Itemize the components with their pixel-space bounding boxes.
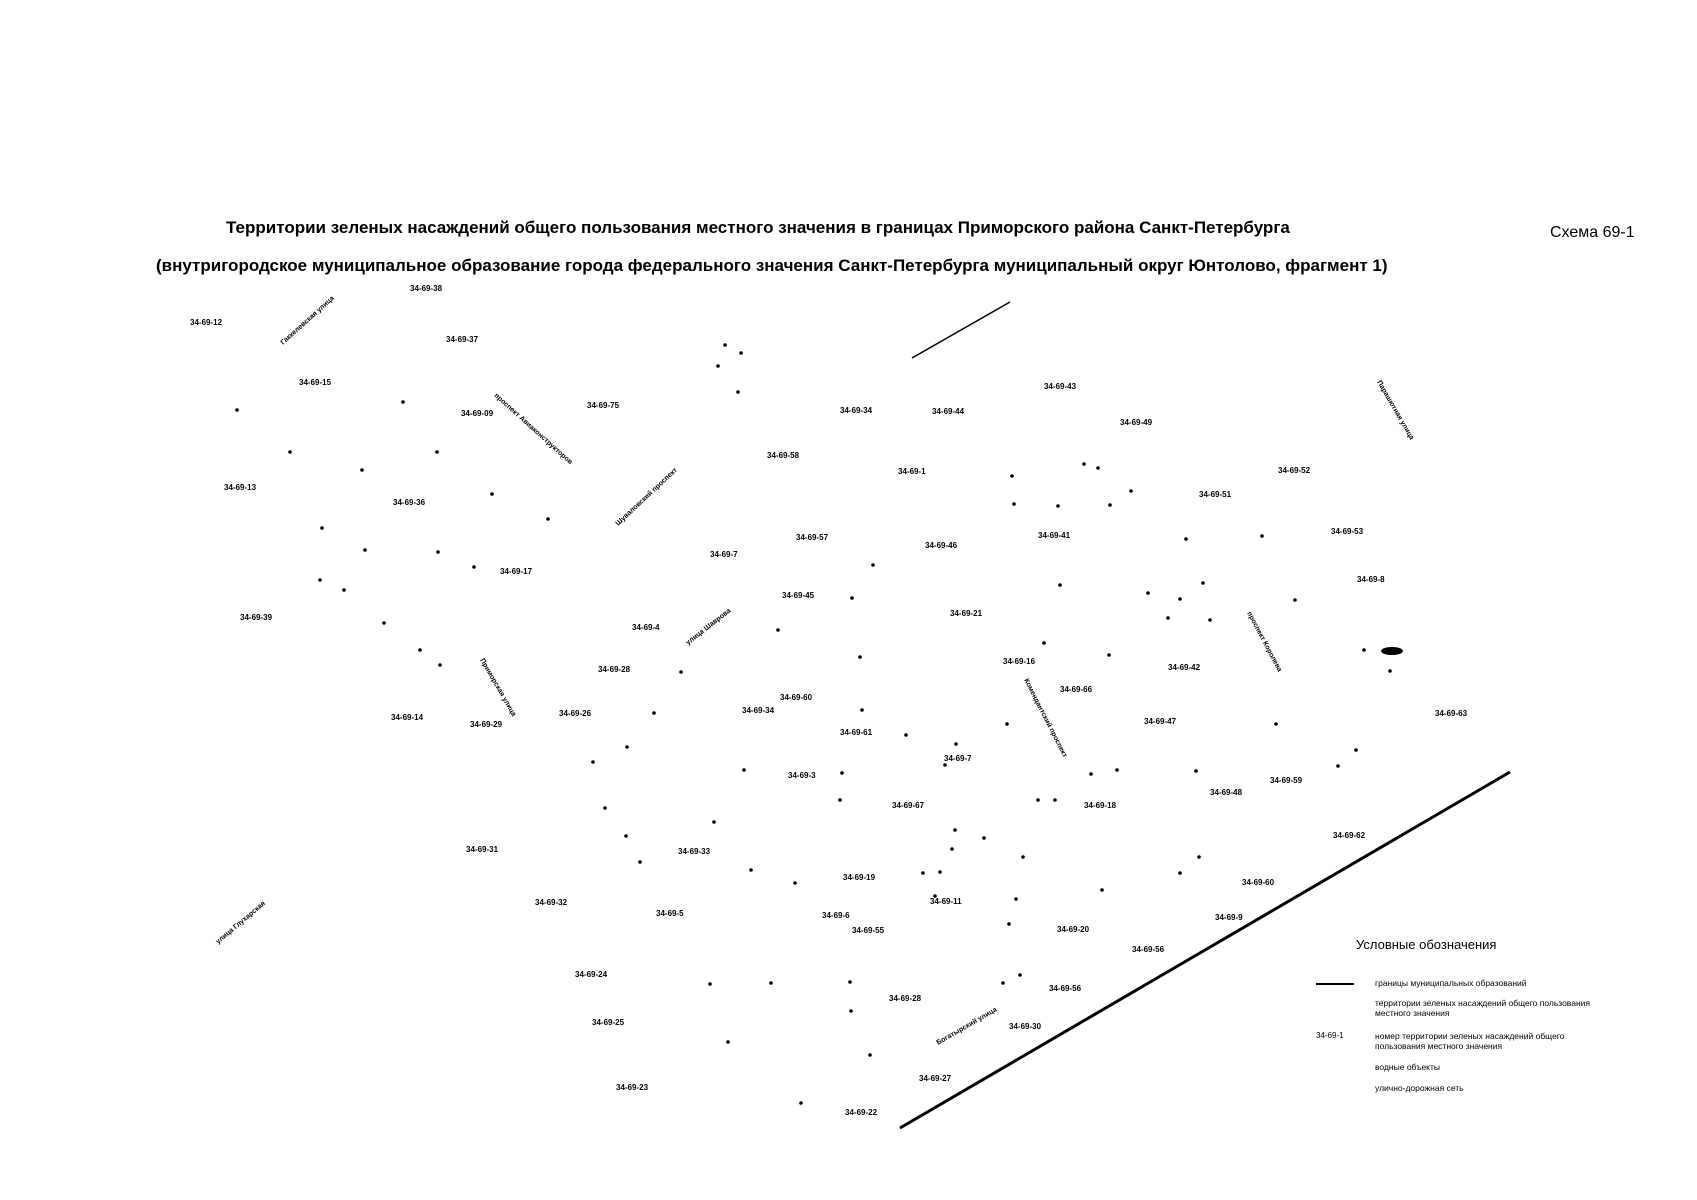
green-territory-marker	[1129, 489, 1133, 493]
territory-number-label: 34-69-34	[742, 706, 775, 715]
green-territory-marker	[868, 1053, 872, 1057]
territory-number-label: 34-69-23	[616, 1083, 649, 1092]
green-territory-marker	[1201, 581, 1205, 585]
legend-item-text: номер территории зеленых насаждений общего пользования местного значения	[1375, 1031, 1565, 1051]
territory-number-label: 34-69-20	[1057, 925, 1090, 934]
green-territory-marker	[1197, 855, 1201, 859]
territory-number-label: 34-69-30	[1009, 1022, 1042, 1031]
green-territory-marker	[436, 550, 440, 554]
green-territory-marker	[849, 1009, 853, 1013]
territory-number-label: 34-69-36	[393, 498, 426, 507]
water-body	[1381, 647, 1403, 655]
green-territory-marker	[799, 1101, 803, 1105]
green-territory-marker	[1388, 669, 1392, 673]
territory-number-label: 34-69-51	[1199, 490, 1232, 499]
territory-number-label: 34-69-3	[788, 771, 816, 780]
green-territory-marker	[1058, 583, 1062, 587]
territory-number-label: 34-69-48	[1210, 788, 1243, 797]
territory-number-label: 34-69-17	[500, 567, 533, 576]
green-territory-marker	[723, 343, 727, 347]
green-territory-marker	[472, 565, 476, 569]
green-territory-marker	[235, 408, 239, 412]
street-name-label: проспект Авиаконструкторов	[492, 392, 574, 467]
green-territory-marker	[1007, 922, 1011, 926]
territory-number-label: 34-69-63	[1435, 709, 1468, 718]
green-territory-marker	[858, 655, 862, 659]
territory-number-label: 34-69-12	[190, 318, 223, 327]
territory-number-label: 34-69-7	[944, 754, 972, 763]
territory-number-label: 34-69-52	[1278, 466, 1311, 475]
territory-number-label: 34-69-29	[470, 720, 503, 729]
green-territory-marker	[625, 745, 629, 749]
street-name-label: Комендантский проспект	[1022, 677, 1069, 759]
territory-number-label: 34-69-5	[656, 909, 684, 918]
green-territory-marker	[838, 798, 842, 802]
green-territory-marker	[904, 733, 908, 737]
legend-number-symbol: 34-69-1	[1316, 1031, 1344, 1040]
green-territory-marker	[954, 742, 958, 746]
territory-number-label: 34-69-41	[1038, 531, 1071, 540]
green-territory-marker	[742, 768, 746, 772]
green-territory-marker	[848, 980, 852, 984]
territory-number-label: 34-69-59	[1270, 776, 1303, 785]
territory-number-label: 34-69-58	[767, 451, 800, 460]
territory-number-label: 34-69-14	[391, 713, 424, 722]
green-territory-marker	[1010, 474, 1014, 478]
territory-number-label: 34-69-4	[632, 623, 660, 632]
territory-number-label: 34-69-28	[889, 994, 922, 1003]
territory-number-label: 34-69-16	[1003, 657, 1036, 666]
territory-number-label: 34-69-60	[780, 693, 813, 702]
green-territory-marker	[1107, 653, 1111, 657]
green-territory-marker	[749, 868, 753, 872]
territory-number-label: 34-69-33	[678, 847, 711, 856]
green-territory-marker	[1362, 648, 1366, 652]
green-territory-marker	[490, 492, 494, 496]
green-territory-marker	[921, 871, 925, 875]
street-name-label: улица Шаврова	[684, 607, 733, 647]
legend-item-text: улично-дорожная сеть	[1375, 1083, 1464, 1093]
street-name-label: Приморская улица	[478, 657, 518, 718]
territory-number-label: 34-69-49	[1120, 418, 1153, 427]
green-territory-marker	[726, 1040, 730, 1044]
green-territory-marker	[1096, 466, 1100, 470]
municipal-boundary-north	[912, 302, 1010, 358]
green-territory-marker	[382, 621, 386, 625]
green-territory-marker	[1014, 897, 1018, 901]
green-territory-marker	[1336, 764, 1340, 768]
green-territory-marker	[1178, 597, 1182, 601]
territory-number-label: 34-69-57	[796, 533, 829, 542]
green-territory-marker	[603, 806, 607, 810]
scheme-number: Схема 69-1	[1550, 224, 1635, 241]
territory-number-label: 34-69-61	[840, 728, 873, 737]
legend-item-text: территории зеленых насаждений общего пользования местного значения	[1375, 998, 1590, 1018]
territory-number-label: 34-69-60	[1242, 878, 1275, 887]
green-territory-marker	[638, 860, 642, 864]
territory-number-label: 34-69-34	[840, 406, 873, 415]
green-territory-marker	[712, 820, 716, 824]
green-territory-marker	[1100, 888, 1104, 892]
territory-number-label: 34-69-18	[1084, 801, 1117, 810]
territory-number-label: 34-69-7	[710, 550, 738, 559]
green-territory-marker	[1354, 748, 1358, 752]
territory-number-label: 34-69-09	[461, 409, 494, 418]
green-territory-marker	[860, 708, 864, 712]
territory-number-label: 34-69-47	[1144, 717, 1177, 726]
territory-number-label: 34-69-38	[410, 284, 443, 293]
territory-number-label: 34-69-39	[240, 613, 273, 622]
green-territory-marker	[1089, 772, 1093, 776]
green-territory-marker	[360, 468, 364, 472]
green-territory-marker	[363, 548, 367, 552]
green-territory-marker	[1115, 768, 1119, 772]
territory-number-label: 34-69-42	[1168, 663, 1201, 672]
legend-title: Условные обозначения	[1356, 937, 1497, 952]
territory-number-label: 34-69-19	[843, 873, 876, 882]
street-name-label: Парашютная улица	[1375, 379, 1415, 442]
green-territory-marker	[1260, 534, 1264, 538]
legend-line-symbol	[1316, 978, 1374, 985]
green-territory-marker	[1005, 722, 1009, 726]
green-territory-marker	[1274, 722, 1278, 726]
territory-number-label: 34-69-31	[466, 845, 499, 854]
territory-number-label: 34-69-56	[1049, 984, 1082, 993]
green-territory-marker	[1012, 502, 1016, 506]
territory-number-label: 34-69-6	[822, 911, 850, 920]
green-territory-marker	[871, 563, 875, 567]
green-territory-marker	[652, 711, 656, 715]
green-territory-marker	[1082, 462, 1086, 466]
green-territory-marker	[624, 834, 628, 838]
territory-number-label: 34-69-43	[1044, 382, 1077, 391]
territory-number-label: 34-69-67	[892, 801, 925, 810]
green-territory-marker	[1018, 973, 1022, 977]
green-territory-marker	[320, 526, 324, 530]
green-territory-marker	[318, 578, 322, 582]
green-territory-marker	[546, 517, 550, 521]
green-territory-marker	[1042, 641, 1046, 645]
territory-number-label: 34-69-1	[898, 467, 926, 476]
green-territory-marker	[982, 836, 986, 840]
territory-number-label: 34-69-22	[845, 1108, 878, 1117]
green-territory-marker	[1194, 769, 1198, 773]
green-territory-marker	[708, 982, 712, 986]
territory-number-label: 34-69-53	[1331, 527, 1364, 536]
green-territory-marker	[1184, 537, 1188, 541]
territory-number-label: 34-69-9	[1215, 913, 1243, 922]
green-territory-marker	[1208, 618, 1212, 622]
green-territory-marker	[950, 847, 954, 851]
green-territory-marker	[288, 450, 292, 454]
street-name-label: проспект Королева	[1245, 610, 1283, 673]
territory-number-label: 34-69-46	[925, 541, 958, 550]
territory-number-label: 34-69-11	[930, 897, 962, 906]
territory-number-label: 34-69-32	[535, 898, 568, 907]
green-territory-marker	[342, 588, 346, 592]
green-territory-marker	[435, 450, 439, 454]
green-territory-marker	[1166, 616, 1170, 620]
green-territory-marker	[938, 870, 942, 874]
territory-number-label: 34-69-56	[1132, 945, 1165, 954]
green-territory-marker	[739, 351, 743, 355]
green-territory-marker	[953, 828, 957, 832]
green-territory-marker	[1146, 591, 1150, 595]
territory-number-label: 34-69-75	[587, 401, 620, 410]
territory-number-label: 34-69-55	[852, 926, 885, 935]
green-territory-marker	[1108, 503, 1112, 507]
green-territory-marker	[1001, 981, 1005, 985]
street-name-label: улица Глухарская	[214, 900, 267, 946]
green-territory-marker	[591, 760, 595, 764]
green-territory-marker	[850, 596, 854, 600]
green-territory-marker	[736, 390, 740, 394]
green-territory-marker	[438, 663, 442, 667]
territory-number-label: 34-69-44	[932, 407, 965, 416]
territory-number-label: 34-69-15	[299, 378, 332, 387]
green-territory-marker	[1293, 598, 1297, 602]
green-territory-marker	[679, 670, 683, 674]
territory-number-label: 34-69-45	[782, 591, 815, 600]
green-territory-marker	[943, 763, 947, 767]
territory-number-label: 34-69-24	[575, 970, 608, 979]
street-name-label: Шуваловский проспект	[614, 466, 679, 528]
territory-number-label: 34-69-37	[446, 335, 479, 344]
green-territory-marker	[1178, 871, 1182, 875]
street-name-label: Богатырский улица	[935, 1006, 999, 1047]
green-territory-marker	[769, 981, 773, 985]
green-territory-markers	[235, 343, 1403, 1105]
territory-number-labels	[190, 284, 1468, 1117]
green-territory-marker	[840, 771, 844, 775]
territory-number-label: 34-69-25	[592, 1018, 625, 1027]
street-name-label: Гаккелевская улица	[279, 294, 336, 347]
green-territory-marker	[401, 400, 405, 404]
territory-number-label: 34-69-62	[1333, 831, 1366, 840]
territory-number-label: 34-69-66	[1060, 685, 1093, 694]
territory-number-label: 34-69-13	[224, 483, 257, 492]
territory-number-label: 34-69-28	[598, 665, 631, 674]
green-territory-marker	[793, 881, 797, 885]
green-territory-marker	[1036, 798, 1040, 802]
green-territory-marker	[1021, 855, 1025, 859]
green-territory-marker	[1056, 504, 1060, 508]
territory-number-label: 34-69-8	[1357, 575, 1385, 584]
green-territory-marker	[716, 364, 720, 368]
green-territory-marker	[776, 628, 780, 632]
legend-item-text: водные объекты	[1375, 1062, 1440, 1072]
territory-number-label: 34-69-27	[919, 1074, 952, 1083]
territory-number-label: 34-69-26	[559, 709, 592, 718]
territory-number-label: 34-69-21	[950, 609, 983, 618]
green-territory-marker	[418, 648, 422, 652]
map-subtitle: (внутригородское муниципальное образование города федерального значения Санкт-Петербурга муниципальный округ Юнтолово, фрагмент 1)	[156, 256, 1388, 275]
map-title: Территории зеленых насаждений общего пользования местного значения в границах Приморского района Санкт-Петербурга	[226, 218, 1290, 237]
green-territory-marker	[1053, 798, 1057, 802]
legend-item-text: границы муниципальных образований	[1375, 978, 1527, 988]
